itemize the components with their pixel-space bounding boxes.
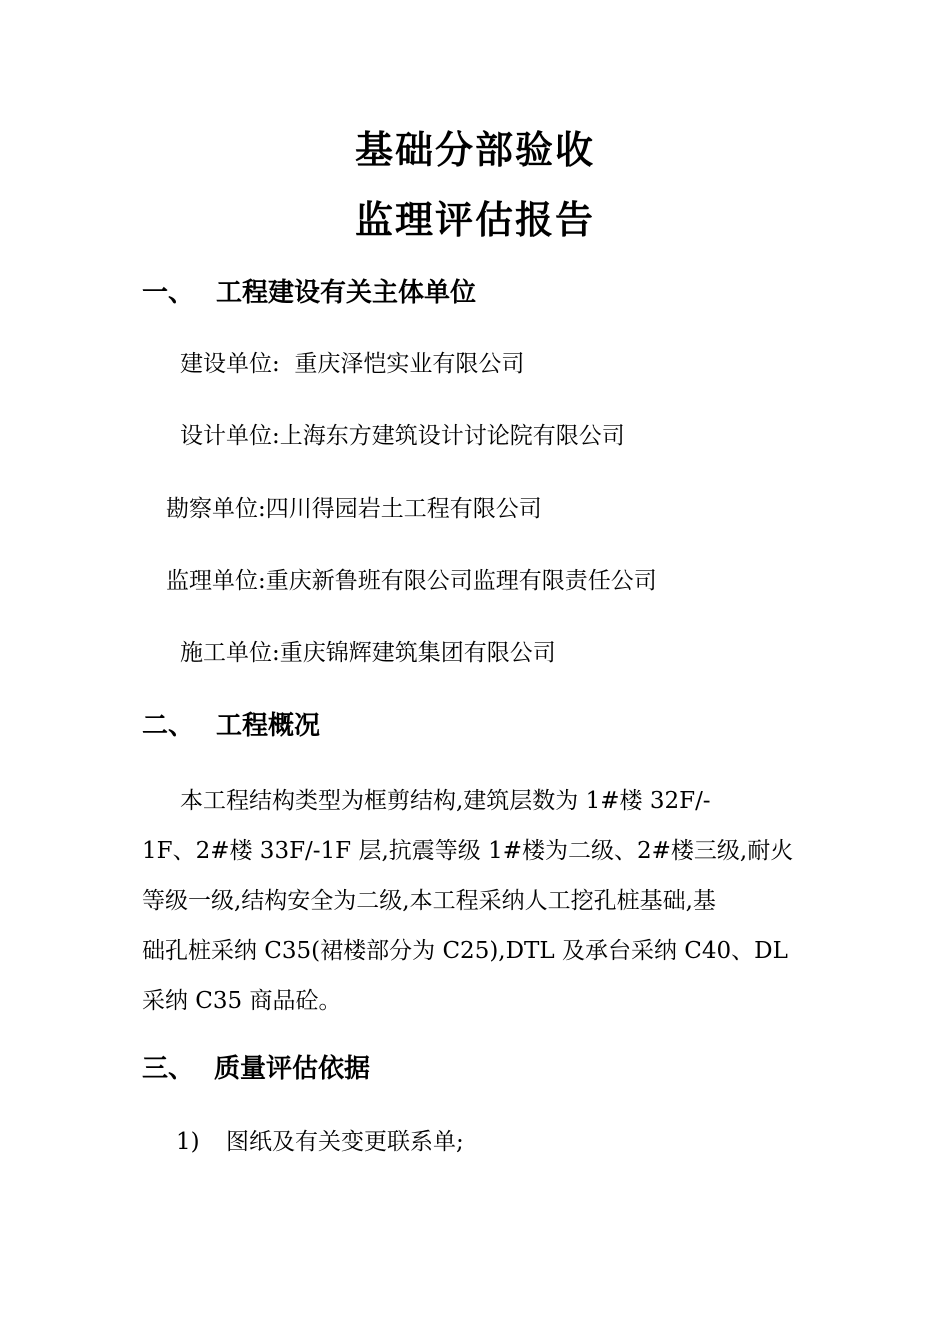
unit-label: 施工单位: bbox=[180, 640, 280, 666]
paragraph-line: 等级一级,结构安全为二级,本工程采纳人工挖孔桩基础,基 bbox=[142, 888, 716, 914]
document-title-line-2: 监理评估报告 bbox=[354, 197, 595, 242]
section-title: 工程概况 bbox=[216, 711, 321, 741]
unit-line-construction bbox=[180, 349, 524, 379]
project-overview-paragraph bbox=[142, 776, 812, 1026]
section-heading-2 bbox=[142, 710, 320, 742]
unit-label: 建设单位: bbox=[180, 351, 280, 377]
unit-line-survey bbox=[166, 494, 542, 524]
unit-value: 重庆泽恺实业有限公司 bbox=[294, 351, 525, 377]
section-number: 三、 bbox=[142, 1054, 195, 1084]
section-title: 工程建设有关主体单位 bbox=[216, 278, 477, 308]
section-title: 质量评估依据 bbox=[214, 1054, 371, 1084]
section-number: 二、 bbox=[142, 711, 195, 741]
unit-value: 重庆锦辉建筑集团有限公司 bbox=[279, 640, 556, 666]
paragraph-line: 础孔桩采纳 C35(裙楼部分为 C25),DTL 及承台采纳 C40、DL bbox=[142, 938, 788, 964]
unit-label: 勘察单位: bbox=[166, 496, 266, 522]
section-number: 一、 bbox=[142, 278, 195, 308]
unit-value: 四川得园岩土工程有限公司 bbox=[265, 496, 542, 522]
paragraph-line: 1F、2#楼 33F/-1F 层,抗震等级 1#楼为二级、2#楼三级,耐火 bbox=[142, 838, 794, 864]
unit-label: 监理单位: bbox=[166, 568, 266, 594]
list-marker: 1) bbox=[176, 1129, 200, 1155]
unit-label: 设计单位: bbox=[180, 423, 280, 449]
document-title-line-1: 基础分部验收 bbox=[354, 127, 595, 172]
section-heading-3 bbox=[142, 1053, 370, 1085]
paragraph-line: 采纳 C35 商品砼。 bbox=[142, 988, 342, 1014]
unit-value: 上海东方建筑设计讨论院有限公司 bbox=[279, 423, 625, 449]
unit-line-design bbox=[180, 421, 625, 451]
list-item bbox=[176, 1127, 464, 1157]
unit-line-contractor bbox=[180, 638, 556, 668]
unit-value: 重庆新鲁班有限公司监理有限责任公司 bbox=[265, 568, 657, 594]
paragraph-line: 本工程结构类型为框剪结构,建筑层数为 1#楼 32F/- bbox=[180, 788, 711, 814]
section-heading-1 bbox=[142, 277, 476, 309]
list-item-text: 图纸及有关变更联系单; bbox=[226, 1129, 464, 1155]
unit-line-supervision bbox=[166, 566, 657, 596]
